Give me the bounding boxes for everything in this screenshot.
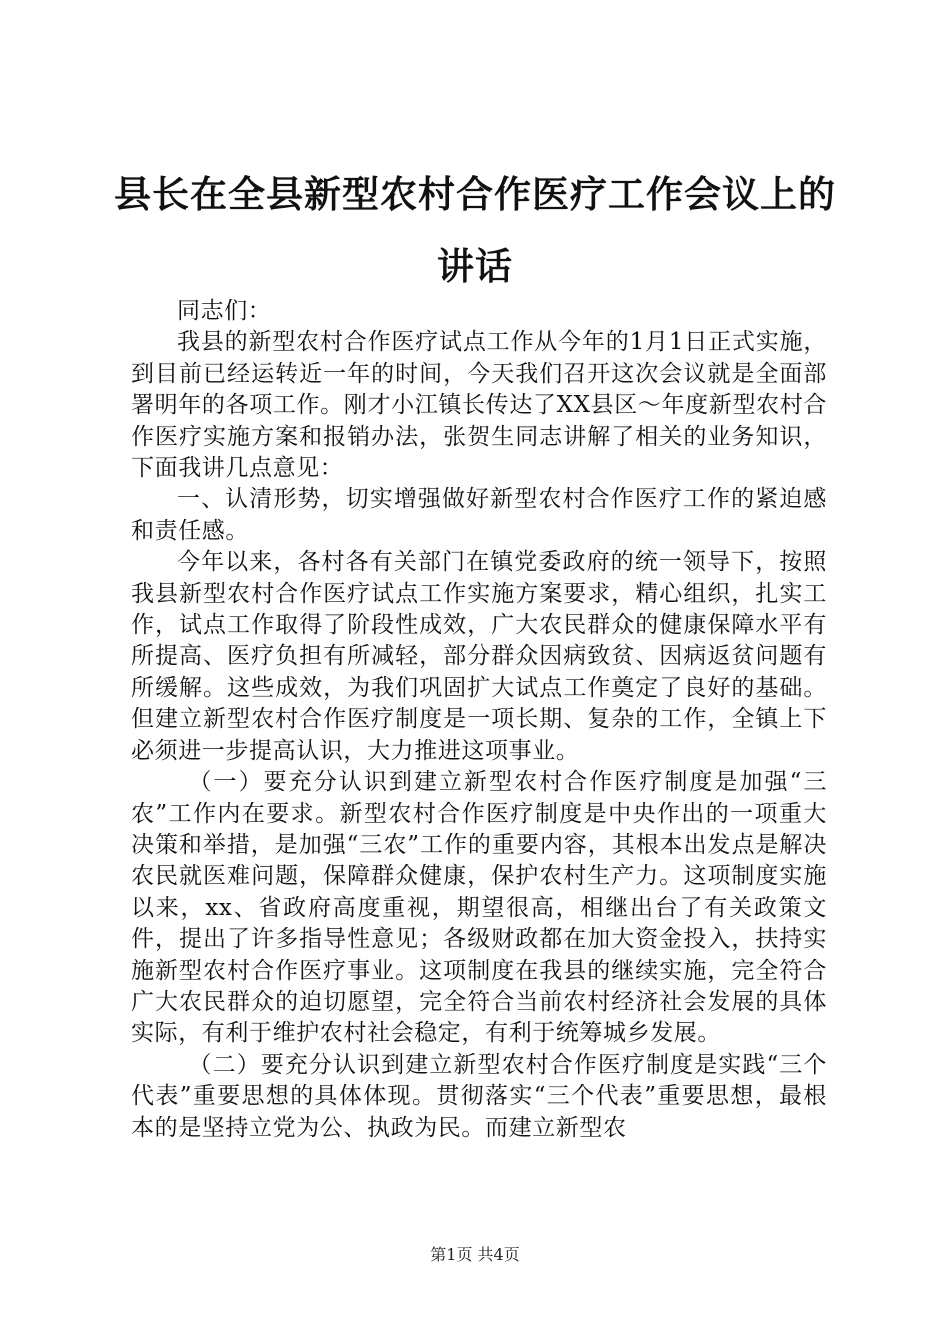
subsection-1: （一）要充分认识到建立新型农村合作医疗制度是加强“三农”工作内在要求。新型农村合作医疗制度是中央作出的一项重大决策和举措，是加强“三农”工作的重要内容，其根本出发点是解决农民就医难问题，保障群众健康，保护农村生产力。这项制度实施以来，xx、省政府高度重视，期望很高，相继出台了有关政策文件，提出了许多指导性意见；各级财政都在加大资金投入，扶持实施新型农村合作医疗事业。这项制度在我县的继续实施，完全符合广大农民群众的迫切愿望，完全符合当前农村经济社会发展的具体实际，有利于维护农村社会稳定，有利于统筹城乡发展。 — [131, 769, 827, 1047]
salutation: 同志们： — [177, 298, 272, 324]
document-title: 县长在全县新型农村合作医疗工作会议上的讲话 — [114, 172, 836, 288]
section-heading-1: 一、认清形势，切实增强做好新型农村合作医疗工作的紧迫感和责任感。 — [131, 486, 827, 544]
document-body — [131, 296, 827, 1144]
paragraph-progress: 今年以来，各村各有关部门在镇党委政府的统一领导下，按照我县新型农村合作医疗试点工作实施方案要求，精心组织，扎实工作，试点工作取得了阶段性成效，广大农民群众的健康保障水平有所提高、医疗负担有所减轻，部分群众因病致贫、因病返贫问题有所缓解。这些成效，为我们巩固扩大试点工作奠定了良好的基础。但建立新型农村合作医疗制度是一项长期、复杂的工作，全镇上下必须进一步提高认识，大力推进这项事业。 — [131, 549, 827, 764]
subsection-2: （二）要充分认识到建立新型农村合作医疗制度是实践“三个代表”重要思想的具体体现。贯彻落实“三个代表”重要思想，最根本的是坚持立党为公、执政为民。而建立新型农 — [131, 1051, 827, 1141]
paragraph-intro: 我县的新型农村合作医疗试点工作从今年的1月1日正式实施，到目前已经运转近一年的时间，今天我们召开这次会议就是全面部署明年的各项工作。刚才小江镇长传达了XX县区～年度新型农村合作医疗实施方案和报销办法，张贺生同志讲解了相关的业务知识，下面我讲几点意见： — [131, 329, 827, 482]
page-footer: 第1页 共4页 — [430, 1245, 520, 1264]
